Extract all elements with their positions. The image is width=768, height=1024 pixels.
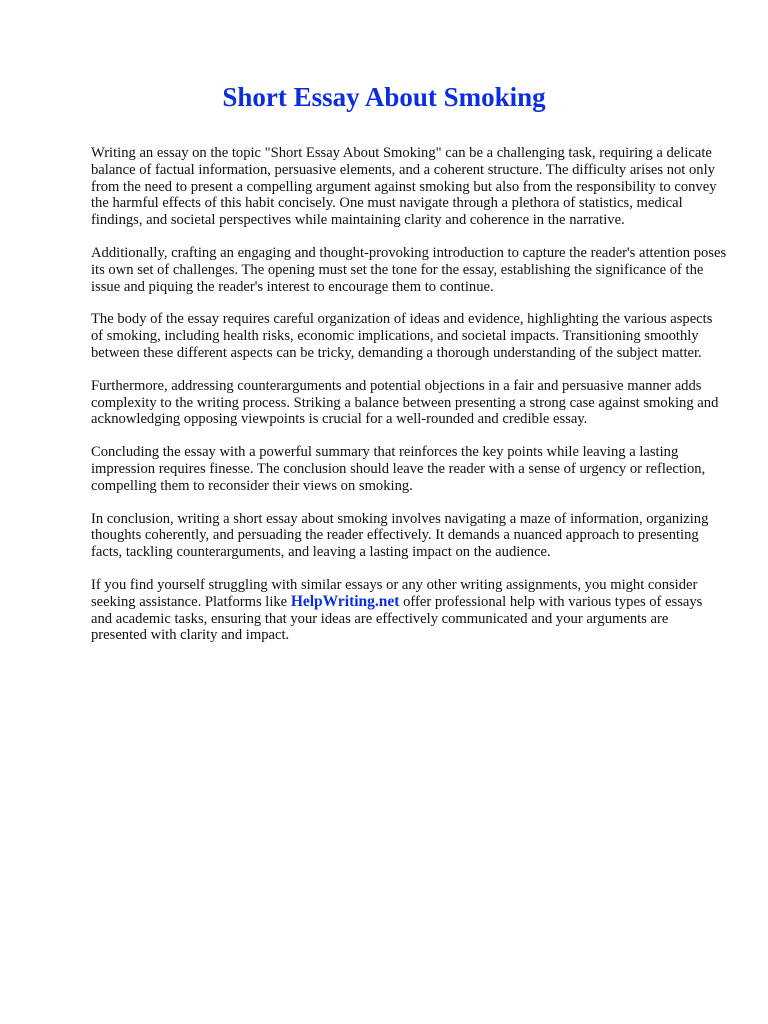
paragraph-5: Concluding the essay with a powerful summary that reinforces the key points while leaving a lasting impression requires finesse. The conclusion should leave the reader with a sense of urgency or reflection, compelling them to reconsider their views on smoking. — [91, 444, 706, 494]
paragraph-7-text-after: offer professional help with various types of essays and academic tasks, ensuring that your ideas are effectively communicated and your arguments are presented with clarity and impact. — [91, 593, 703, 644]
page-title: Short Essay About Smoking — [222, 82, 546, 112]
essay-body — [91, 145, 727, 660]
paragraph-7 — [91, 577, 727, 644]
paragraph-6: In conclusion, writing a short essay about smoking involves navigating a maze of information, organizing thoughts coherently, and persuading the reader effectively. It demands a nuanced approach to presenting facts, tackling counterarguments, and leaving a lasting impact on the audience. — [91, 510, 709, 561]
paragraph-4: Furthermore, addressing counterarguments and potential objections in a fair and persuasive manner adds complexity to the writing process. Striking a balance between presenting a strong case against smoking and acknowledging opposing viewpoints is crucial for a well-rounded and credible essay. — [91, 377, 719, 428]
paragraph-1: Writing an essay on the topic "Short Essay About Smoking" can be a challenging task, requiring a delicate balance of factual information, persuasive elements, and a coherent structure. The difficulty arises not only from the need to present a compelling argument against smoking but also from the responsibility to convey the harmful effects of this habit concisely. One must navigate through a plethora of statistics, medical findings, and societal perspectives while maintaining clarity and coherence in the narrative. — [91, 145, 717, 229]
paragraph-3: The body of the essay requires careful organization of ideas and evidence, highlighting the various aspects of smoking, including health risks, economic implications, and societal impacts. Transitioning smoothly between these different aspects can be tricky, demanding a thorough understanding of the subject matter. — [91, 311, 713, 361]
paragraph-7-text-before: If you find yourself struggling with similar essays or any other writing assignments, you might consider seeking assistance. Platforms like — [91, 576, 698, 610]
helpwriting-link[interactable]: HelpWriting.net — [290, 592, 400, 610]
paragraph-2: Additionally, crafting an engaging and thought-provoking introduction to capture the reader's attention poses its own set of challenges. The opening must set the tone for the essay, establishing the significance of the issue and piquing the reader's interest to encourage them to continue. — [91, 244, 727, 295]
